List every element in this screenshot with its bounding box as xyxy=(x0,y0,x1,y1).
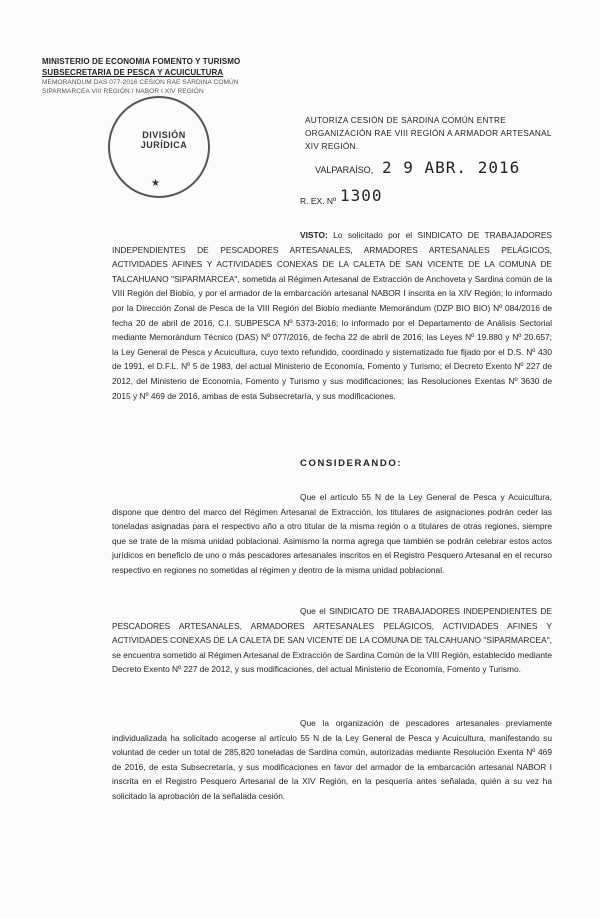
considerando-heading: CONSIDERANDO: xyxy=(300,458,403,469)
resolution-number-label: R. EX. Nº xyxy=(300,196,337,206)
star-icon: ★ xyxy=(151,178,160,189)
p1-text: Que el artículo 55 N de la Ley General de Pesca y Acuicultura, dispone que dentro del marco del Régimen Artesanal de Extracción, los titulares de asignaciones podrán ceder las toneladas asignadas para el respectivo año a otro titular de la misma región o a titulares de otras regiones, siempre que se trate de la misma unidad poblacional. Asimismo la norma agrega que también se podrán celebrar estos actos jurídicos en beneficio de uno o más pescadores artesanales inscritos en el Registro Pesquero Artesanal en el recurso respectivo en regiones no sometidas al régimen y dentro de la misma unidad poblacional. xyxy=(112,492,552,575)
resolution-number: 1300 xyxy=(340,186,383,205)
reference-line-2: SIPARMARCEA VIII REGIÓN / NABOR I XIV REGIÓN xyxy=(42,88,204,95)
considerando-paragraph-3 xyxy=(112,716,552,804)
letterhead xyxy=(42,56,242,96)
considerando-paragraph-2 xyxy=(112,604,552,677)
stamp-line-2: JURÍDICA xyxy=(140,140,188,150)
stamp-line-1: DIVISIÓN xyxy=(142,130,186,140)
division-juridica-stamp xyxy=(108,96,210,198)
stamp-text xyxy=(134,130,194,150)
visto-text: Lo solicitado por el SINDICATO DE TRABAJADORES INDEPENDIENTES DE PESCADORES ARTESANALES, ARMADORES ARTESANALES PELÁGICOS, ACTIVIDADES AFINES Y ACTIVIDADES CONEXAS DE LA CALETA DE SAN VICENTE DE LA COMUNA DE TALCAHUANO "SIPARMARCEA", sometida al Régimen Artesanal de Extracción de Anchoveta y Sardina común de la VIII Región del Biobío, y por el armador de la embarcación artesanal NABOR I inscrita en la XIV Región; lo informado por la Dirección Zonal de Pesca de la VIII Región del Biobío mediante Memorándum (DZP BIO BIO) Nº 084/2016 de fecha 20 de abril de 2016, C.I. SUBPESCA Nº 5373-2016; lo informado por el Departamento de Análisis Sectorial mediante Memorándum Técnico (DAS) Nº 077/2016, de fecha 22 de abril de 2016; las Leyes Nº 19.880 y Nº 20.657; la Ley General de Pesca y Acuicultura, cuyo texto refundido, coordinado y sistematizado fue fijado por el D.S. Nº 430 de 1991, el D.F.L. Nº 5 de 1983, del actual Ministerio de Economía, Fomento y Turismo; el Decreto Exento Nº 227 de 2012, del Ministerio de Economía, Fomento y Turismo y sus modificaciones; las Resoluciones Exentas Nº 3630 de 2015 y Nº 469 de 2016, ambas de esta Subsecretaría, y sus modificaciones. xyxy=(112,230,552,401)
reference-line-1: MEMORANDUM DAS 077-2016 CESION RAE SARDINA COMÚN xyxy=(42,79,239,86)
considerando-paragraph-1 xyxy=(112,490,552,578)
visto-label: VISTO: xyxy=(300,230,328,240)
date-stamp: 2 9 ABR. 2016 xyxy=(382,158,521,177)
subsecretaria-name: SUBSECRETARIA DE PESCA Y ACUICULTURA xyxy=(42,68,224,77)
resolution-title: AUTORIZA CESIÓN DE SARDINA COMÚN ENTRE ORGANIZACIÓN RAE VIII REGIÓN A ARMADOR ARTESANAL XIV REGIÓN. xyxy=(305,116,552,151)
place: VALPARAÍSO, xyxy=(315,165,374,175)
p3-text: Que la organización de pescadores artesanales previamente individualizada ha solicitado acogerse al artículo 55 N de la Ley General de Pesca y Acuicultura, manifestando su voluntad de ceder un total de 285,820 toneladas de Sardina común, autorizadas mediante Resolución Exenta Nº 469 de 2016, de esta Subsecretaría, y sus modificaciones en favor del armador de la embarcación artesanal NABOR I inscrita en el Registro Pesquero Artesanal de la XIV Región, en la pesquería antes señalada, quién a su vez ha solicitado la aprobación de la señalada cesión. xyxy=(112,718,552,801)
p2-text: Que el SINDICATO DE TRABAJADORES INDEPENDIENTES DE PESCADORES ARTESANALES, ARMADORES ARTESANALES PELÁGICOS, ACTIVIDADES AFINES Y ACTIVIDADES CONEXAS DE LA CALETA DE SAN VICENTE DE LA COMUNA DE TALCAHUANO "SIPARMARCEA", se encuentra sometido al Régimen Artesanal de Extracción de Sardina Común de la VIII Región, establecido mediante Decreto Exento Nº 227 de 2012, y sus modificaciones, del actual Ministerio de Economía, Fomento y Turismo. xyxy=(112,606,552,675)
ministry-name: MINISTERIO DE ECONOMIA FOMENTO Y TURISMO xyxy=(42,57,241,66)
visto-paragraph xyxy=(112,228,552,403)
